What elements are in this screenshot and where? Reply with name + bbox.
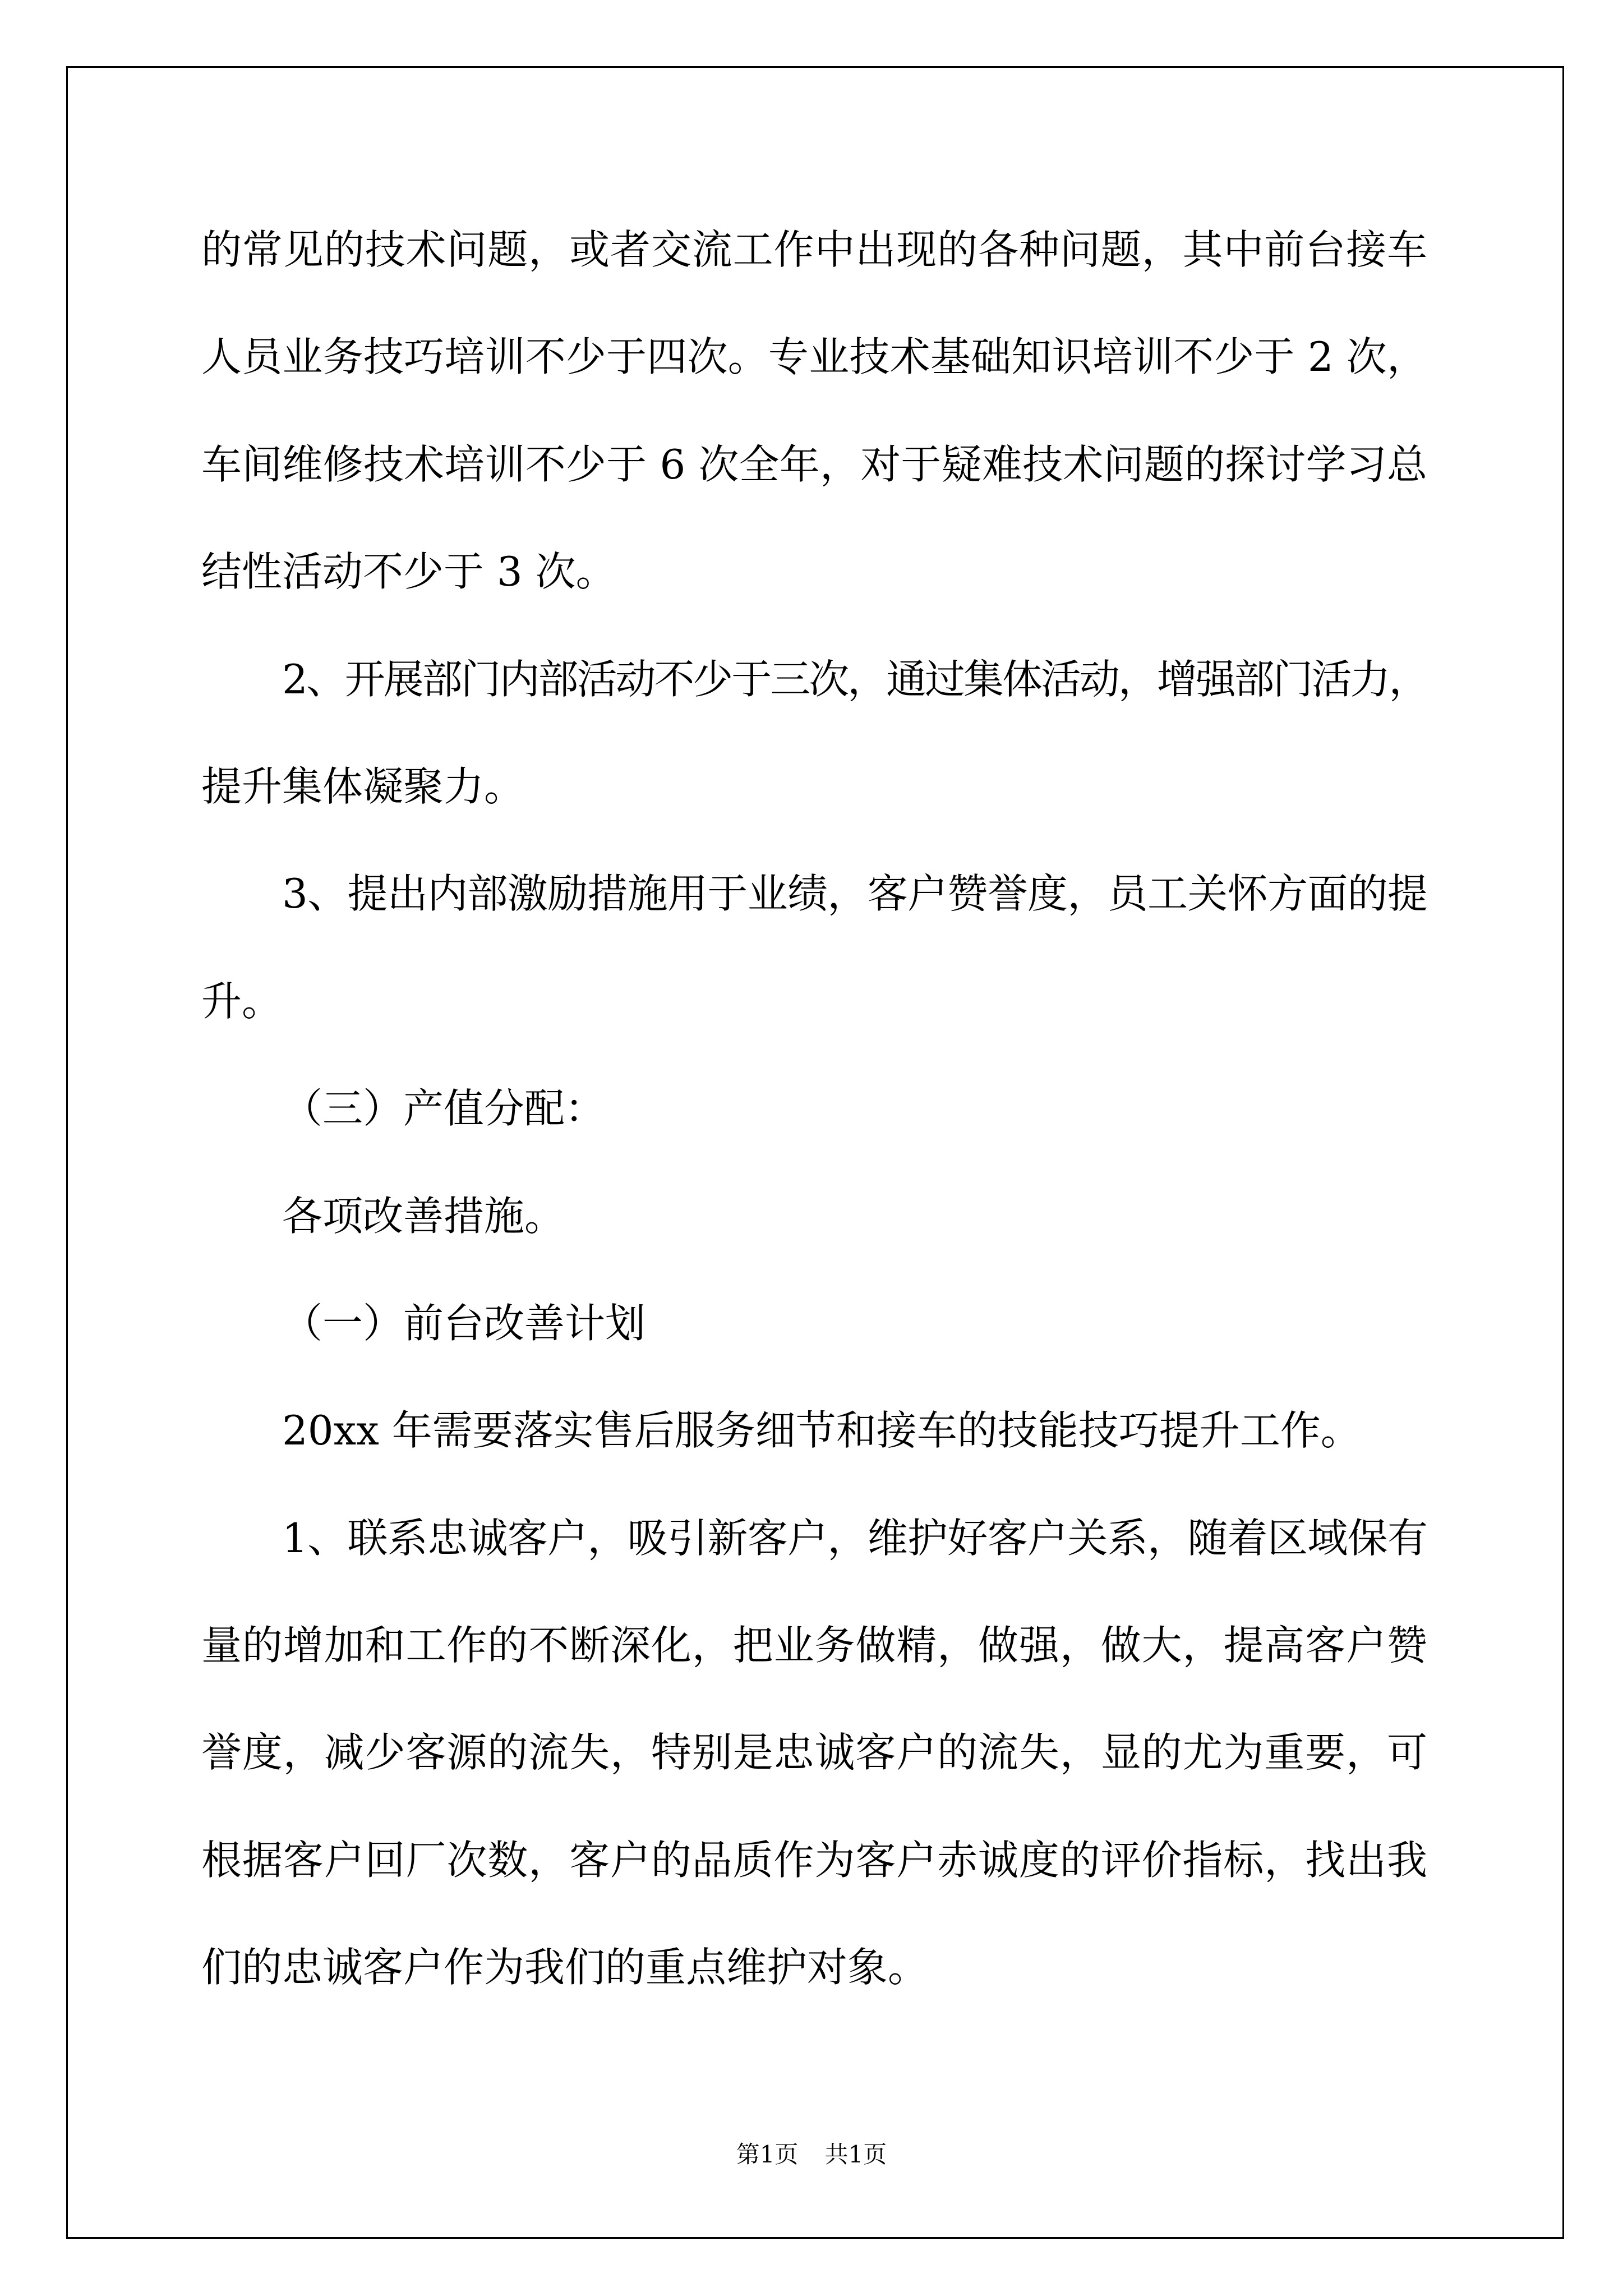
text-line: 誉度，减少客源的流失，特别是忠诚客户的流失，显的尤为重要，可 [201, 1729, 1427, 1777]
text-line: 20xx 年需要落实售后服务细节和接车的技能技巧提升工作。 [282, 1407, 1361, 1455]
text-line: 结性活动不少于 3 次。 [201, 548, 616, 596]
text-line: 根据客户回厂次数，客户的品质作为客户赤诚度的评价指标，找出我 [201, 1836, 1427, 1884]
text-line: 3、提出内部激励措施用于业绩，客户赞誉度，员工关怀方面的提 [282, 870, 1427, 918]
text-line: 2、开展部门内部活动不少于三次，通过集体活动，增强部门活力， [282, 655, 1427, 703]
section-heading [201, 1055, 1427, 1162]
text-line: 提升集体凝聚力。 [201, 762, 525, 810]
text-line: 1、联系忠诚客户，吸引新客户，维护好客户关系，随着区域保有 [282, 1514, 1427, 1562]
paragraph [201, 196, 1427, 626]
text-line: 量的增加和工作的不断深化，把业务做精，做强，做大，提高客户赞 [201, 1622, 1427, 1669]
body-text [201, 196, 1427, 2022]
text-line: 人员业务技巧培训不少于四次。专业技术基础知识培训不少于 2 次， [201, 333, 1427, 381]
page-number-label: 第1页 [736, 2141, 799, 2168]
text-line: （三）产值分配： [282, 1085, 606, 1133]
paragraph [201, 1377, 1427, 1484]
text-line: 的常见的技术问题，或者交流工作中出现的各种问题，其中前台接车 [201, 226, 1427, 273]
paragraph [201, 626, 1427, 841]
paragraph [201, 1485, 1427, 2022]
page-count-label: 共1页 [824, 2141, 887, 2168]
text-line: 升。 [201, 977, 283, 1025]
paragraph [201, 840, 1427, 1055]
page-footer [4, 2138, 1619, 2171]
text-line: （一）前台改善计划 [282, 1299, 646, 1347]
text-line: 各项改善措施。 [282, 1192, 565, 1240]
section-heading [201, 1270, 1427, 1377]
text-line: 们的忠诚客户作为我们的重点维护对象。 [201, 1944, 929, 1991]
text-line: 车间维修技术培训不少于 6 次全年，对于疑难技术问题的探讨学习总 [201, 440, 1427, 488]
paragraph [201, 1163, 1427, 1270]
